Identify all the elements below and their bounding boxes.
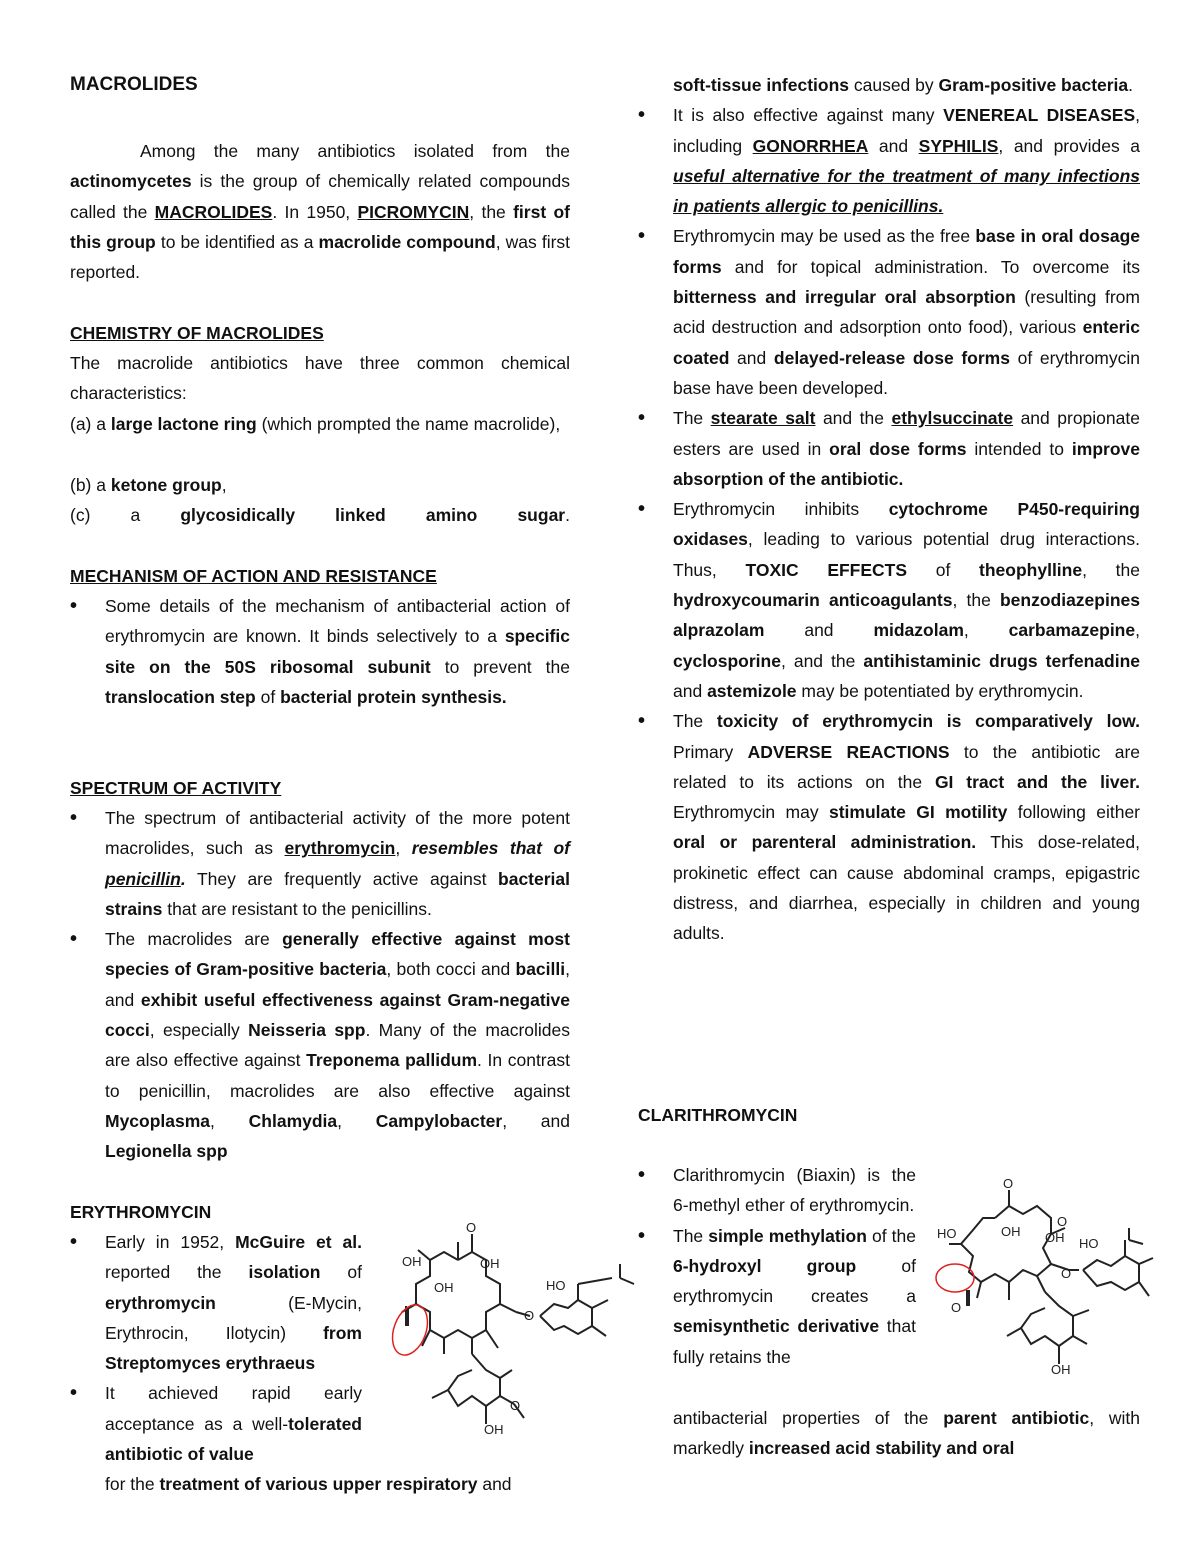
- cla-ketone-o: O: [1003, 1178, 1014, 1191]
- text-run: , and provides a: [998, 135, 1140, 156]
- text-run: that fully retains the: [673, 1316, 916, 1367]
- text-run: Among the many antibiotics isolated from the: [140, 141, 570, 161]
- ery-oh-1: OH: [402, 1254, 422, 1269]
- intro-paragraph: [70, 136, 570, 287]
- clarithromycin-tail: [673, 1403, 1140, 1464]
- text-run: of: [255, 686, 281, 707]
- text-run: TOXIC EFFECTS: [745, 559, 908, 580]
- mechanism-list: [70, 591, 570, 712]
- bullet-item: [70, 803, 570, 924]
- text-run: generally effective against most species of Gram-positive bacteria: [105, 929, 570, 980]
- chemistry-intro: The macrolide antibiotics have three common chemical characteristics:: [70, 353, 570, 404]
- text-run: ,: [210, 1110, 249, 1131]
- text-run: theophylline: [979, 559, 1083, 580]
- text-run: oral dose forms: [829, 438, 967, 459]
- text-run: It is also effective against many: [673, 105, 944, 126]
- text-run: ,: [395, 838, 412, 859]
- text-run: following either: [1007, 802, 1141, 823]
- cla-methoxy-o: O: [1057, 1214, 1068, 1229]
- text-run: stimulate GI motility: [828, 802, 1008, 823]
- text-run: base in oral dosage forms: [673, 226, 1141, 277]
- text-run: translocation step: [105, 686, 256, 707]
- erythromycin-structure: [388, 1220, 650, 1450]
- text-run: Erythromycin inhibits: [673, 499, 889, 520]
- text-run: (a) a: [70, 414, 111, 434]
- erythromycin-bullet-2-tail: [105, 1469, 570, 1499]
- text-run: and the: [815, 408, 892, 429]
- text-run: soft-tissue infections: [673, 75, 849, 95]
- spectrum-heading: SPECTRUM OF ACTIVITY: [70, 778, 282, 798]
- text-run: of the: [866, 1225, 916, 1246]
- text-run: bacterial protein synthesis.: [280, 686, 507, 707]
- spectrum-list: [70, 803, 570, 1167]
- text-run: glycosidically linked amino sugar: [180, 505, 566, 525]
- bullet-item: [638, 1221, 916, 1372]
- text-run: is the group of chemically related compounds called the: [70, 171, 570, 222]
- text-run: Campylobacter: [375, 1110, 503, 1131]
- text-run: isolation: [248, 1262, 321, 1283]
- text-run: .: [1128, 75, 1134, 95]
- text-run: useful alternative for the treatment of many infections in patients allergic to penicillins.: [673, 165, 1140, 217]
- bullet-item: [638, 706, 1140, 948]
- chemistry-item-c: [70, 500, 570, 530]
- bullet-item: [638, 403, 1140, 494]
- bullet-item: [638, 494, 1140, 706]
- text-run: caused by: [849, 75, 939, 95]
- text-run: 6-hydroxyl group: [673, 1255, 857, 1276]
- clarithromycin-structure: [933, 1178, 1163, 1400]
- text-run: , was first reported.: [70, 231, 571, 283]
- text-run: PICROMYCIN: [357, 201, 470, 222]
- text-run: It achieved rapid early acceptance as a well-: [105, 1383, 362, 1434]
- text-run: Early in 1952,: [105, 1232, 236, 1252]
- text-run: exhibit useful effectiveness against Gram-negative cocci: [105, 989, 571, 1041]
- text-run: and for topical administration. To overcome its: [721, 256, 1140, 277]
- text-run: and: [729, 347, 774, 368]
- text-run: SYPHILIS: [918, 135, 999, 156]
- text-run: VENEREAL DISEASES: [943, 105, 1136, 126]
- text-run: The spectrum of antibacterial activity of the more potent macrolides, such as: [105, 808, 570, 859]
- text-run: ,: [963, 620, 1009, 641]
- text-run: Some details of the mechanism of antibacterial action of erythromycin are known. It binds selectively to a: [105, 596, 570, 647]
- cla-oh-1: OH: [1001, 1224, 1021, 1239]
- text-run: bacterial strains: [105, 868, 570, 919]
- text-run: GI tract and the liver.: [934, 771, 1140, 792]
- text-run: increased acid stability and oral: [748, 1438, 1015, 1459]
- text-run: of: [907, 559, 980, 580]
- text-run: tolerated antibiotic of value: [105, 1413, 362, 1465]
- text-run: Chlamydia: [248, 1110, 338, 1131]
- text-run: GONORRHEA: [752, 135, 869, 156]
- text-run: Erythromycin may be used as the free: [673, 226, 976, 247]
- text-run: of: [320, 1262, 362, 1283]
- page-title: MACROLIDES: [70, 74, 198, 95]
- erythromycin-list-left: [70, 1227, 362, 1469]
- cla-ether-o: O: [1061, 1266, 1072, 1281]
- text-run: hydroxycoumarin anticoagulants: [673, 590, 953, 611]
- text-run: ketone group: [110, 475, 222, 495]
- text-run: , especially: [149, 1020, 249, 1041]
- text-run: McGuire et al.: [235, 1232, 362, 1252]
- text-run: that are resistant to the penicillins.: [162, 898, 432, 919]
- ery-ho: HO: [546, 1278, 566, 1293]
- text-run: carbamazepine: [1008, 620, 1136, 641]
- text-run: MACROLIDES: [154, 201, 273, 222]
- chemistry-heading: CHEMISTRY OF MACROLIDES: [70, 323, 324, 343]
- text-run: penicillin: [105, 868, 181, 889]
- text-run: stearate salt: [710, 408, 816, 429]
- text-run: and: [477, 1474, 512, 1494]
- text-run: for the: [105, 1474, 160, 1494]
- text-run: The macrolides are: [105, 929, 283, 950]
- clarithromycin-heading: CLARITHROMYCIN: [638, 1105, 798, 1125]
- text-run: parent antibiotic: [943, 1408, 1090, 1428]
- text-run: cyclosporine: [673, 650, 781, 671]
- text-run: Treponema pallidum: [306, 1050, 478, 1071]
- text-run: ,: [221, 475, 227, 495]
- text-run: The: [673, 408, 711, 429]
- text-run: from Streptomyces erythraeus: [105, 1322, 362, 1374]
- text-run: ADVERSE REACTIONS: [747, 741, 950, 762]
- text-run: , both cocci and: [386, 959, 516, 980]
- text-run: (which prompted the name macrolide),: [256, 414, 561, 434]
- bullet-item: [70, 591, 570, 712]
- text-run: Legionella spp: [105, 1141, 228, 1162]
- text-run: delayed-release dose forms: [773, 347, 1010, 368]
- cla-oh-3: OH: [1051, 1362, 1071, 1377]
- text-run: Neisseria spp: [248, 1020, 366, 1041]
- text-run: , and: [502, 1110, 570, 1131]
- text-run: , and: [105, 959, 570, 1010]
- cla-lactone-o: O: [951, 1300, 962, 1315]
- text-run: and: [764, 620, 874, 641]
- text-run: , with markedly: [673, 1408, 1140, 1459]
- text-run: oral or parenteral administration.: [673, 832, 977, 853]
- text-run: treatment of various upper respiratory: [159, 1474, 478, 1494]
- text-run: large lactone ring: [110, 414, 257, 434]
- bullet-item: [638, 1160, 916, 1221]
- text-run: semisynthetic derivative: [673, 1316, 880, 1337]
- text-run: . Many of the macrolides are also effective against: [105, 1020, 570, 1071]
- erythromycin-heading: ERYTHROMYCIN: [70, 1202, 212, 1222]
- text-run: .: [565, 505, 570, 525]
- text-run: Erythromycin may: [673, 802, 829, 823]
- text-run: Mycoplasma: [105, 1110, 211, 1131]
- text-run: , the: [469, 201, 514, 222]
- text-run: improve absorption of the antibiotic.: [673, 438, 1140, 489]
- bullet-item: [70, 924, 570, 1166]
- text-run: Primary: [673, 741, 748, 762]
- text-run: Clarithromycin (Biaxin) is the 6-methyl ether of erythromycin.: [673, 1165, 916, 1216]
- text-run: specific site on the 50S ribosomal subunit: [105, 626, 570, 677]
- text-run: of erythromycin creates a: [673, 1255, 916, 1307]
- text-run: toxicity of erythromycin is comparatively low.: [716, 711, 1140, 732]
- text-run: This dose-related, prokinetic effect can cause abdominal cramps, epigastric distress, and diarrhea, especially in children and young adults.: [673, 832, 1140, 944]
- clarithromycin-list: [638, 1160, 916, 1372]
- text-run: , the: [1082, 559, 1140, 580]
- text-run: simple methylation: [708, 1225, 867, 1246]
- erythromycin-bullet-1: [70, 1227, 362, 1378]
- text-run: intended to: [966, 438, 1072, 459]
- text-run: first of this group: [70, 201, 570, 252]
- text-run: (E-Mycin, Erythrocin, Ilotycin): [105, 1292, 362, 1343]
- text-run: midazolam: [873, 620, 964, 641]
- text-run: to the antibiotic are related to its actions on the: [673, 741, 1141, 792]
- text-run: antihistaminic drugs terfenadine: [863, 650, 1140, 671]
- text-run: actinomycetes: [70, 171, 192, 192]
- text-run: Gram-positive bacteria: [938, 75, 1129, 95]
- text-run: , and the: [780, 650, 864, 671]
- cla-annotation-circle: [936, 1264, 974, 1292]
- ery-oh-4: OH: [484, 1422, 504, 1437]
- text-run: , including: [673, 105, 1140, 156]
- bullet-item: [638, 221, 1140, 403]
- text-run: ethylsuccinate: [891, 408, 1014, 429]
- text-run: to prevent the: [430, 656, 570, 677]
- text-run: (b) a: [70, 475, 111, 495]
- ery-ketone-o: O: [466, 1220, 477, 1235]
- text-run: benzodiazepines alprazolam: [673, 590, 1140, 641]
- ery-ether-o: O: [524, 1308, 535, 1323]
- text-run: . In contrast to penicillin, macrolides are also effective against: [105, 1050, 570, 1101]
- text-run: resembles that of: [411, 838, 570, 859]
- chemistry-item-b: [70, 470, 570, 500]
- ery-oh-2: OH: [480, 1256, 500, 1271]
- erythromycin-bullet-2: [70, 1378, 362, 1469]
- erythromycin-list-right: [638, 70, 1140, 949]
- bullet-item: [638, 70, 1140, 100]
- text-run: of erythromycin base have been developed.: [673, 347, 1140, 398]
- mechanism-heading: MECHANISM OF ACTION AND RESISTANCE: [70, 566, 437, 586]
- cla-ho-2: HO: [1079, 1236, 1099, 1251]
- text-run: , the: [952, 590, 1000, 611]
- text-run: (resulting from acid destruction and adsorption onto food), various: [673, 287, 1140, 338]
- text-run: may be potentiated by erythromycin.: [796, 680, 1084, 701]
- text-run: ,: [337, 1110, 376, 1131]
- text-run: astemizole: [707, 680, 797, 701]
- cla-ho-1: HO: [937, 1226, 957, 1241]
- text-run: and: [868, 135, 919, 156]
- text-run: enteric coated: [673, 317, 1140, 368]
- text-run: antibacterial properties of the: [673, 1408, 944, 1428]
- text-run: macrolide compound: [318, 231, 496, 252]
- chemistry-item-a: [70, 409, 570, 439]
- text-run: and propionate esters are used in: [673, 408, 1140, 459]
- text-run: erythromycin: [105, 1292, 216, 1313]
- text-run: erythromycin: [284, 838, 396, 859]
- text-run: bacilli: [515, 959, 566, 980]
- text-run: reported the: [105, 1262, 249, 1283]
- bullet-item: [638, 100, 1140, 221]
- text-run: to be identified as a: [155, 231, 319, 252]
- text-run: bitterness and irregular oral absorption: [673, 287, 1016, 308]
- ery-methoxy-o: O: [510, 1398, 521, 1413]
- text-run: The: [673, 711, 717, 732]
- text-run: The: [673, 1225, 709, 1246]
- text-run: ,: [1135, 620, 1140, 641]
- text-run: , leading to various potential drug interactions. Thus,: [673, 529, 1140, 580]
- text-run: .: [180, 868, 186, 889]
- ery-annotation-circle: [388, 1300, 434, 1360]
- text-run: (c) a: [70, 505, 181, 525]
- text-run: cytochrome P450-requiring oxidases: [673, 499, 1140, 550]
- text-run: They are frequently active against: [185, 868, 499, 889]
- text-run: and: [673, 680, 708, 701]
- text-run: . In 1950,: [272, 201, 358, 222]
- cla-oh-2: OH: [1045, 1230, 1065, 1245]
- ery-oh-3: OH: [434, 1280, 454, 1295]
